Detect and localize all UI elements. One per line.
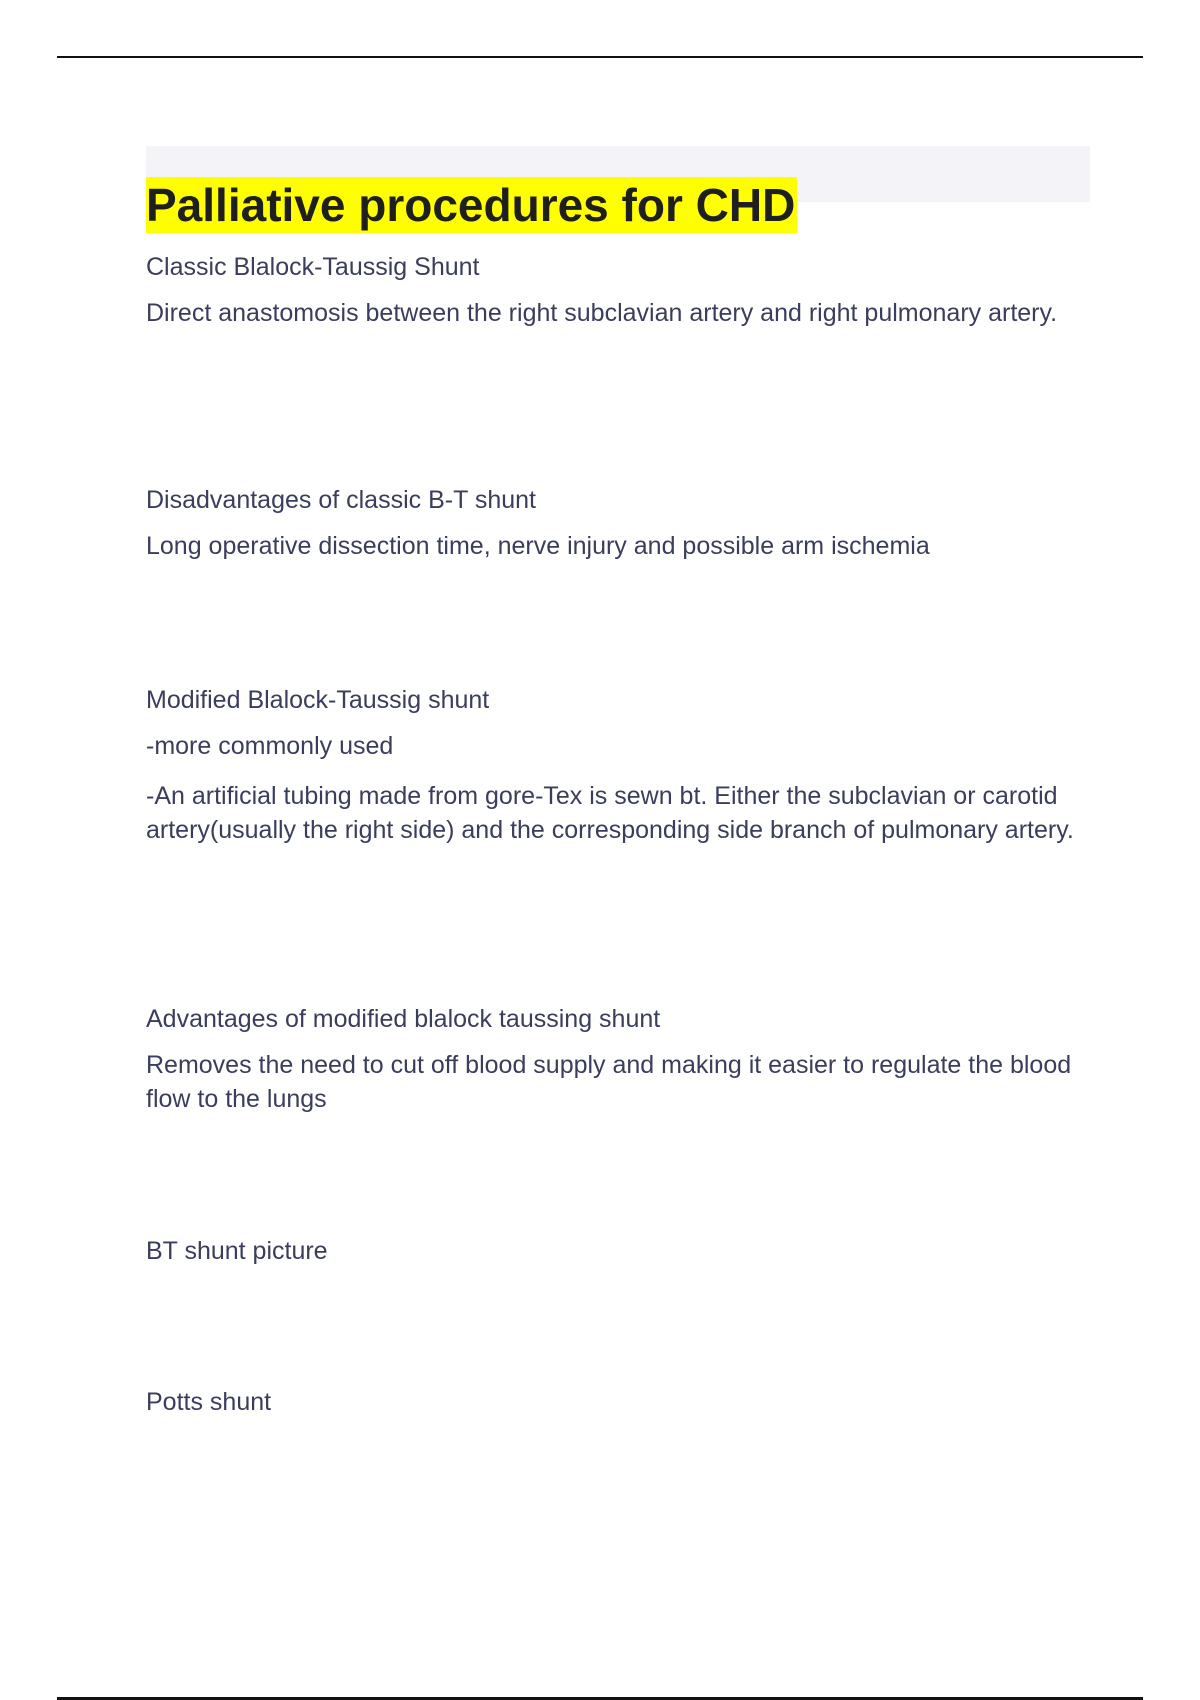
card-5	[146, 1234, 1090, 1268]
card-definition: Long operative dissection time, nerve injury and possible arm ischemia	[146, 532, 930, 560]
card-2	[146, 483, 1090, 563]
document-title: Palliative procedures for CHD	[146, 178, 796, 231]
card-term: Advantages of modified blalock taussing shunt	[146, 1005, 661, 1033]
card-term: Potts shunt	[146, 1388, 272, 1416]
card-definition: Direct anastomosis between the right subclavian artery and right pulmonary artery.	[146, 299, 1058, 327]
top-rule	[57, 56, 1143, 58]
card-4	[146, 1002, 1090, 1116]
card-3	[146, 683, 1090, 847]
card-term: BT shunt picture	[146, 1237, 328, 1265]
card-1	[146, 250, 1090, 330]
card-term: Classic Blalock-Taussig Shunt	[146, 253, 480, 281]
card-term: Modified Blalock-Taussig shunt	[146, 686, 490, 714]
card-definition: -more commonly used	[146, 732, 394, 760]
card-term: Disadvantages of classic B-T shunt	[146, 486, 537, 514]
card-definition: -An artificial tubing made from gore-Tex is sewn bt. Either the subclavian or carotid artery(usually the right side) and the corresponding side branch of pulmonary artery.	[146, 782, 1074, 844]
card-definition: Removes the need to cut off blood supply and making it easier to regulate the blood flow to the lungs	[146, 1051, 1072, 1113]
card-6	[146, 1385, 1090, 1419]
